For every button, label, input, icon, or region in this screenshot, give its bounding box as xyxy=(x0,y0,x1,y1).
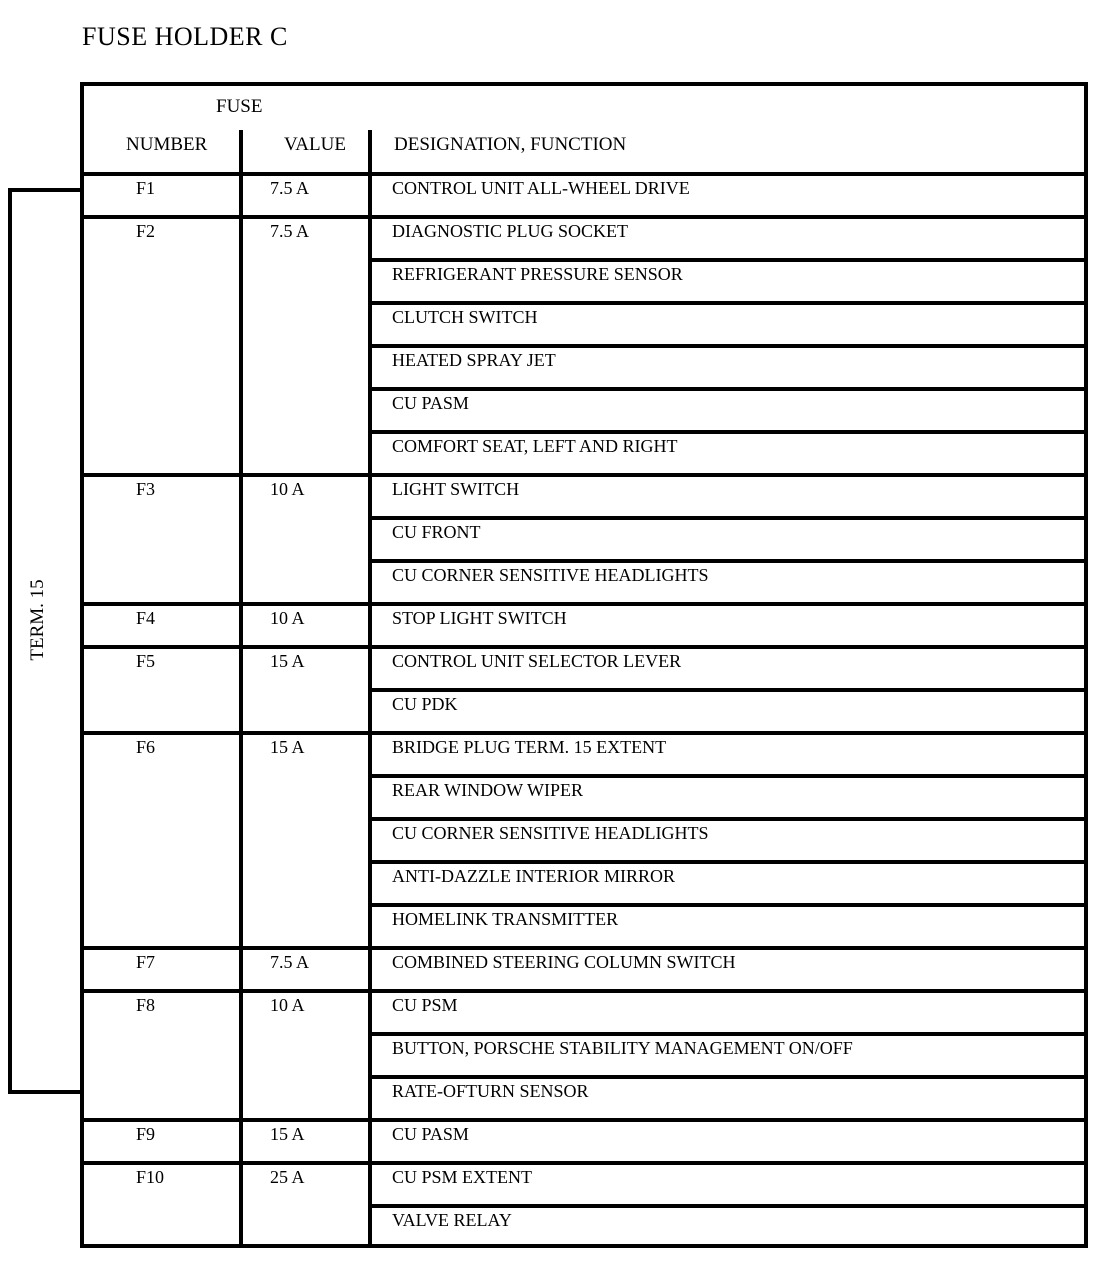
row-separator xyxy=(372,1032,1084,1036)
fuse-value: 10 A xyxy=(270,995,305,1015)
header-separator xyxy=(84,172,1084,176)
fuse-value: 25 A xyxy=(270,1167,305,1187)
designation-cell: STOP LIGHT SWITCH xyxy=(392,608,567,628)
row-separator xyxy=(372,344,1084,348)
fuse-value: 7.5 A xyxy=(270,952,310,972)
designation-cell: CU CORNER SENSITIVE HEADLIGHTS xyxy=(392,565,709,585)
designation-cell: ANTI-DAZZLE INTERIOR MIRROR xyxy=(392,866,675,886)
fuse-number: F5 xyxy=(136,651,156,671)
fuse-value: 10 A xyxy=(270,479,305,499)
fuse-number: F3 xyxy=(136,479,156,499)
designation-cell: CU FRONT xyxy=(392,522,481,542)
designation-cell: REAR WINDOW WIPER xyxy=(392,780,583,800)
designation-cell: BRIDGE PLUG TERM. 15 EXTENT xyxy=(392,737,667,757)
header-designation: DESIGNATION, FUNCTION xyxy=(394,134,627,155)
designation-cell: CU PDK xyxy=(392,694,458,714)
fuse-value: 15 A xyxy=(270,737,305,757)
designation-cell: BUTTON, PORSCHE STABILITY MANAGEMENT ON/OFF xyxy=(392,1038,853,1058)
row-separator xyxy=(372,688,1084,692)
designation-cell: CU PSM EXTENT xyxy=(392,1167,533,1187)
row-separator xyxy=(372,301,1084,305)
group-separator xyxy=(84,645,1084,649)
column-divider-number xyxy=(239,130,243,1244)
row-separator xyxy=(372,387,1084,391)
row-separator xyxy=(372,817,1084,821)
group-separator xyxy=(84,602,1084,606)
header-value: VALUE xyxy=(284,134,346,155)
group-separator xyxy=(84,989,1084,993)
designation-cell: RATE-OFTURN SENSOR xyxy=(392,1081,589,1101)
fuse-value: 15 A xyxy=(270,651,305,671)
row-separator xyxy=(372,774,1084,778)
fuse-value: 10 A xyxy=(270,608,305,628)
designation-cell: REFRIGERANT PRESSURE SENSOR xyxy=(392,264,683,284)
page-title: FUSE HOLDER C xyxy=(82,22,288,51)
fuse-number: F10 xyxy=(136,1167,165,1187)
designation-cell: CLUTCH SWITCH xyxy=(392,307,538,327)
designation-cell: COMBINED STEERING COLUMN SWITCH xyxy=(392,952,736,972)
group-separator xyxy=(84,731,1084,735)
designation-cell: VALVE RELAY xyxy=(392,1210,512,1230)
designation-cell: HOMELINK TRANSMITTER xyxy=(392,909,619,929)
designation-cell: HEATED SPRAY JET xyxy=(392,350,556,370)
row-separator xyxy=(372,860,1084,864)
fuse-number: F4 xyxy=(136,608,156,628)
group-separator xyxy=(84,946,1084,950)
fuse-number: F1 xyxy=(136,178,156,198)
designation-cell: CONTROL UNIT ALL-WHEEL DRIVE xyxy=(392,178,690,198)
row-separator xyxy=(372,903,1084,907)
row-separator xyxy=(372,1204,1084,1208)
group-separator xyxy=(84,1161,1084,1165)
row-separator xyxy=(372,1075,1084,1079)
fuse-value: 15 A xyxy=(270,1124,305,1144)
fuse-number: F6 xyxy=(136,737,156,757)
fuse-value: 7.5 A xyxy=(270,178,310,198)
designation-cell: DIAGNOSTIC PLUG SOCKET xyxy=(392,221,629,241)
row-separator xyxy=(372,559,1084,563)
group-separator xyxy=(84,473,1084,477)
designation-cell: LIGHT SWITCH xyxy=(392,479,520,499)
designation-cell: COMFORT SEAT, LEFT AND RIGHT xyxy=(392,436,678,456)
fuse-number: F8 xyxy=(136,995,156,1015)
designation-cell: CONTROL UNIT SELECTOR LEVER xyxy=(392,651,682,671)
header-fuse-group: FUSE xyxy=(216,96,263,117)
designation-cell: CU PSM xyxy=(392,995,458,1015)
fuse-number: F9 xyxy=(136,1124,156,1144)
group-separator xyxy=(84,1118,1084,1122)
fuse-value: 7.5 A xyxy=(270,221,310,241)
row-separator xyxy=(372,258,1084,262)
row-separator xyxy=(372,516,1084,520)
designation-cell: CU PASM xyxy=(392,393,469,413)
fuse-number: F7 xyxy=(136,952,156,972)
header-number: NUMBER xyxy=(126,134,208,155)
fuse-table xyxy=(80,82,1088,1248)
designation-cell: CU CORNER SENSITIVE HEADLIGHTS xyxy=(392,823,709,843)
row-separator xyxy=(372,430,1084,434)
term-15-label: TERM. 15 xyxy=(27,579,48,661)
group-separator xyxy=(84,215,1084,219)
fuse-number: F2 xyxy=(136,221,156,241)
designation-cell: CU PASM xyxy=(392,1124,469,1144)
